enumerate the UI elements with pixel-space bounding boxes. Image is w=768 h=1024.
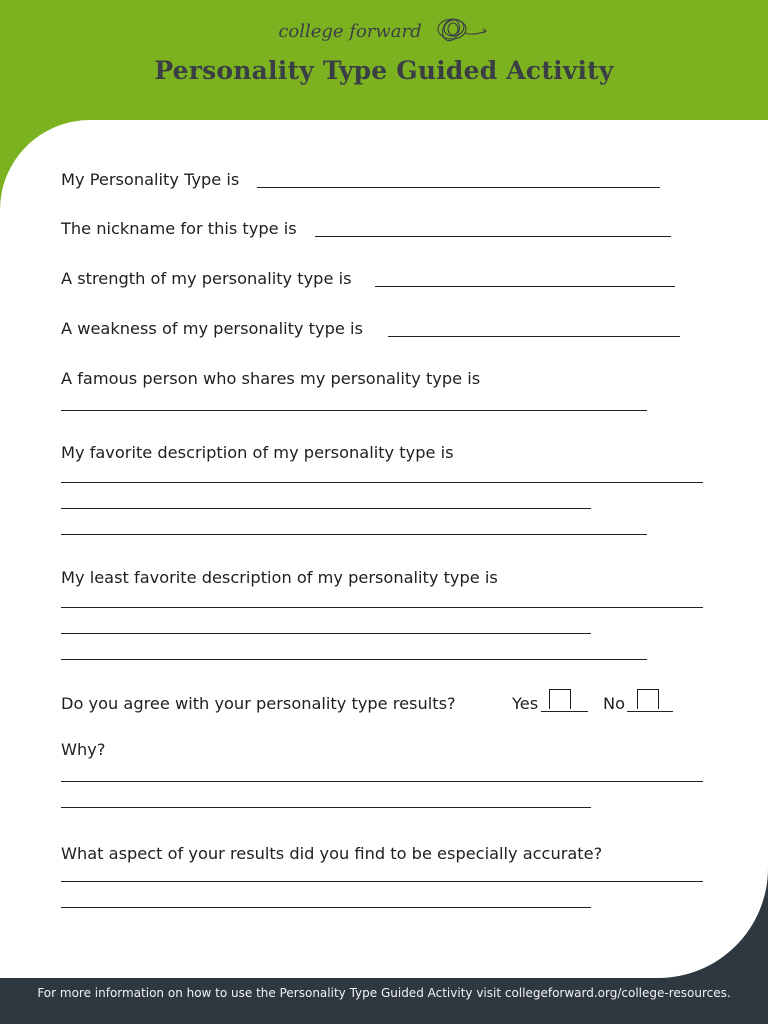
answer-line-least-2[interactable] — [61, 633, 591, 634]
question-strength: A strength of my personality type is — [61, 269, 352, 288]
answer-line-why-2[interactable] — [61, 807, 591, 808]
no-checkbox[interactable] — [637, 689, 659, 709]
question-personality-type: My Personality Type is — [61, 170, 240, 189]
answer-line-nickname[interactable] — [315, 236, 671, 237]
question-nickname: The nickname for this type is — [61, 219, 297, 238]
answer-line-famous-person[interactable] — [61, 410, 647, 411]
question-least-favorite: My least favorite description of my personality type is — [61, 568, 498, 587]
page-title: Personality Type Guided Activity — [154, 56, 614, 85]
no-underline — [627, 711, 673, 712]
answer-line-least-3[interactable] — [61, 659, 647, 660]
yes-checkbox[interactable] — [549, 689, 571, 709]
answer-line-favorite-2[interactable] — [61, 508, 591, 509]
question-favorite-description: My favorite description of my personality type is — [61, 443, 454, 462]
footer-note: For more information on how to use the Personality Type Guided Activity visit collegeforward.org/college-resources. — [37, 986, 731, 1000]
yes-label: Yes — [512, 694, 539, 713]
answer-line-accurate-2[interactable] — [61, 907, 591, 908]
no-label: No — [603, 694, 626, 713]
question-why: Why? — [61, 740, 106, 759]
yes-underline — [541, 711, 588, 712]
question-weakness: A weakness of my personality type is — [61, 319, 363, 338]
answer-line-least-1[interactable] — [61, 607, 703, 608]
question-famous-person: A famous person who shares my personality type is — [61, 369, 481, 388]
answer-line-favorite-3[interactable] — [61, 534, 647, 535]
answer-line-favorite-1[interactable] — [61, 482, 703, 483]
header — [0, 0, 768, 120]
answer-line-personality-type[interactable] — [257, 187, 660, 188]
answer-line-strength[interactable] — [375, 286, 675, 287]
answer-line-accurate-1[interactable] — [61, 881, 703, 882]
question-agree: Do you agree with your personality type results? — [61, 694, 456, 713]
answer-line-why-1[interactable] — [61, 781, 703, 782]
scribble-logo-icon — [430, 12, 490, 50]
question-accurate-aspect: What aspect of your results did you find to be especially accurate? — [61, 844, 603, 863]
answer-line-weakness[interactable] — [388, 336, 680, 337]
brand — [0, 12, 768, 50]
brand-name: college forward — [278, 20, 422, 42]
